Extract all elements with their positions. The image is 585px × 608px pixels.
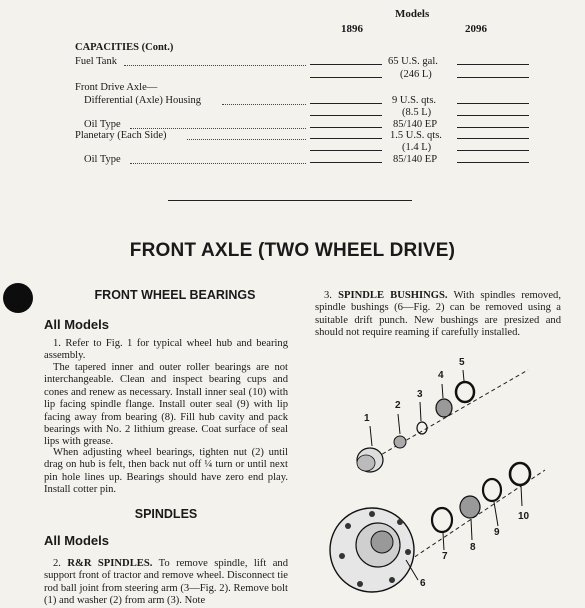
- blank-line: [310, 103, 382, 104]
- callout-9: 9: [494, 527, 500, 538]
- spec-value: 1.5 U.S. qts.: [390, 130, 442, 141]
- blank-line: [310, 138, 382, 139]
- spec-value-metric: (1.4 L): [402, 142, 432, 153]
- callout-8: 8: [470, 542, 476, 553]
- paragraph-number: 3.: [324, 290, 332, 301]
- wheel-stud: [339, 553, 345, 559]
- callout-3: 3: [417, 389, 423, 400]
- paragraph-lead: R&R SPINDLES.: [67, 558, 153, 569]
- spec-row-diff-housing-metric: [0, 107, 585, 119]
- hub-cap-part: [357, 455, 375, 471]
- exploded-axis-line: [358, 370, 528, 468]
- spec-label: Differential (Axle) Housing: [84, 95, 202, 106]
- paragraph-3: When adjusting wheel bearings, tighten nut (2) until drag on hub is felt, then back nut off ¼ turn or until next pin hole lines up. Bearings should have zero end play. Install cotter pin.: [44, 447, 288, 496]
- heading-spindles: SPINDLES: [134, 507, 198, 521]
- blank-line: [310, 127, 382, 128]
- models-header: Models: [395, 8, 430, 20]
- paragraph-number: 1.: [53, 338, 61, 349]
- blank-line: [457, 103, 529, 104]
- spec-value-metric: (246 L): [400, 69, 432, 80]
- seal-part: [483, 479, 501, 501]
- heading-all-models: All Models: [44, 317, 110, 332]
- figure-wheel-hub-exploded: [320, 350, 570, 600]
- paragraph-text: To remove spindle, lift and support front of tractor and remove wheel. Disconnect tie rod ball joint from steering arm (3—Fig. 2). Remove bolt (1) and washer (2) from arm (3). Note: [44, 558, 288, 607]
- blank-line: [310, 64, 382, 65]
- spec-label: Planetary (Each Side): [75, 130, 167, 141]
- leader-dots: [130, 127, 306, 129]
- wheel-stud: [357, 581, 363, 587]
- heading-all-models-2: All Models: [44, 533, 110, 548]
- spec-value-metric: (8.5 L): [402, 107, 432, 118]
- heading-front-wheel-bearings: FRONT WHEEL BEARINGS: [94, 288, 256, 302]
- callout-2: 2: [395, 400, 401, 411]
- binder-hole: [3, 283, 33, 313]
- spec-row-oil-type-2: [0, 154, 585, 166]
- nut-part: [394, 436, 406, 448]
- spec-label: Front Drive Axle—: [75, 82, 158, 93]
- spec-label: Fuel Tank: [75, 56, 117, 67]
- paragraph-1: [44, 338, 288, 363]
- wheel-stud: [389, 577, 395, 583]
- blank-line: [310, 150, 382, 151]
- wheel-stud: [345, 523, 351, 529]
- leader-dots: [222, 103, 306, 105]
- spec-label: Oil Type: [84, 119, 121, 130]
- blank-line: [457, 127, 529, 128]
- model-2096-header: 2096: [465, 23, 487, 35]
- callout-4: 4: [438, 370, 444, 381]
- wheel-hub-part: [371, 531, 393, 553]
- leader-dots: [187, 138, 306, 140]
- blank-line: [457, 138, 529, 139]
- blank-line: [457, 115, 529, 116]
- callout-5: 5: [459, 357, 465, 368]
- section-title: FRONT AXLE (TWO WHEEL DRIVE): [129, 240, 456, 261]
- spec-value: 85/140 EP: [393, 119, 438, 130]
- bearing-cup-part: [456, 382, 474, 402]
- wheel-stud: [397, 519, 403, 525]
- model-1896-header: 1896: [341, 23, 363, 35]
- spec-row-planetary: [0, 130, 585, 142]
- spec-value: 9 U.S. qts.: [392, 95, 437, 106]
- callout-10: 10: [518, 511, 530, 522]
- spec-value: 85/140 EP: [393, 154, 438, 165]
- callout-6: 6: [420, 578, 426, 589]
- paragraph-text: With spindles removed, spindle bushings (6—Fig. 2) can be removed using a suitable drift punch. New bushings are presized and should not require reaming if carefully installed.: [315, 290, 561, 339]
- wheel-stud: [405, 549, 411, 555]
- inner-bearing-part: [460, 496, 480, 518]
- spec-label: Oil Type: [84, 154, 121, 165]
- blank-line: [457, 150, 529, 151]
- blank-line: [457, 162, 529, 163]
- paragraph-2: The tapered inner and outer roller bearings are not interchangeable. Clean and inspect bearing cups and cones and renew as necessary. Install inner seal (10) with lip facing spindle flange. Install outer seal (9) with lip facing away from bearing (8). Fill hub cavity and pack bearings with No. 2 lithium grease. Coat surface of seal lips with grease.: [44, 362, 288, 448]
- blank-line: [457, 77, 529, 78]
- callout-7: 7: [442, 551, 448, 562]
- capacities-title: CAPACITIES (Cont.): [75, 42, 174, 53]
- spec-row-planetary-metric: [0, 142, 585, 154]
- washer-part: [417, 422, 427, 434]
- paragraph-5: [315, 290, 561, 340]
- paragraph-text: Refer to Fig. 1 for typical wheel hub and bearing assembly.: [44, 338, 289, 362]
- seal-part: [510, 463, 530, 485]
- section-divider: [168, 200, 412, 201]
- spec-row-fuel-tank: [0, 56, 585, 68]
- spec-row-diff-housing: [0, 95, 585, 107]
- blank-line: [310, 77, 382, 78]
- outer-bearing-part: [436, 399, 452, 417]
- wheel-stud: [369, 511, 375, 517]
- paragraph-4: [44, 558, 288, 608]
- blank-line: [310, 115, 382, 116]
- blank-line: [310, 162, 382, 163]
- spec-row-front-drive-axle: [0, 82, 585, 94]
- paragraph-number: 2.: [53, 558, 61, 569]
- spec-value: 65 U.S. gal.: [388, 56, 438, 67]
- bearing-cup-part: [432, 508, 452, 532]
- paragraph-lead: SPINDLE BUSHINGS.: [338, 290, 448, 301]
- leader-dots: [130, 162, 306, 164]
- spec-row-fuel-tank-metric: [0, 69, 585, 81]
- leader-dots: [124, 64, 306, 66]
- callout-1: 1: [364, 413, 370, 424]
- blank-line: [457, 64, 529, 65]
